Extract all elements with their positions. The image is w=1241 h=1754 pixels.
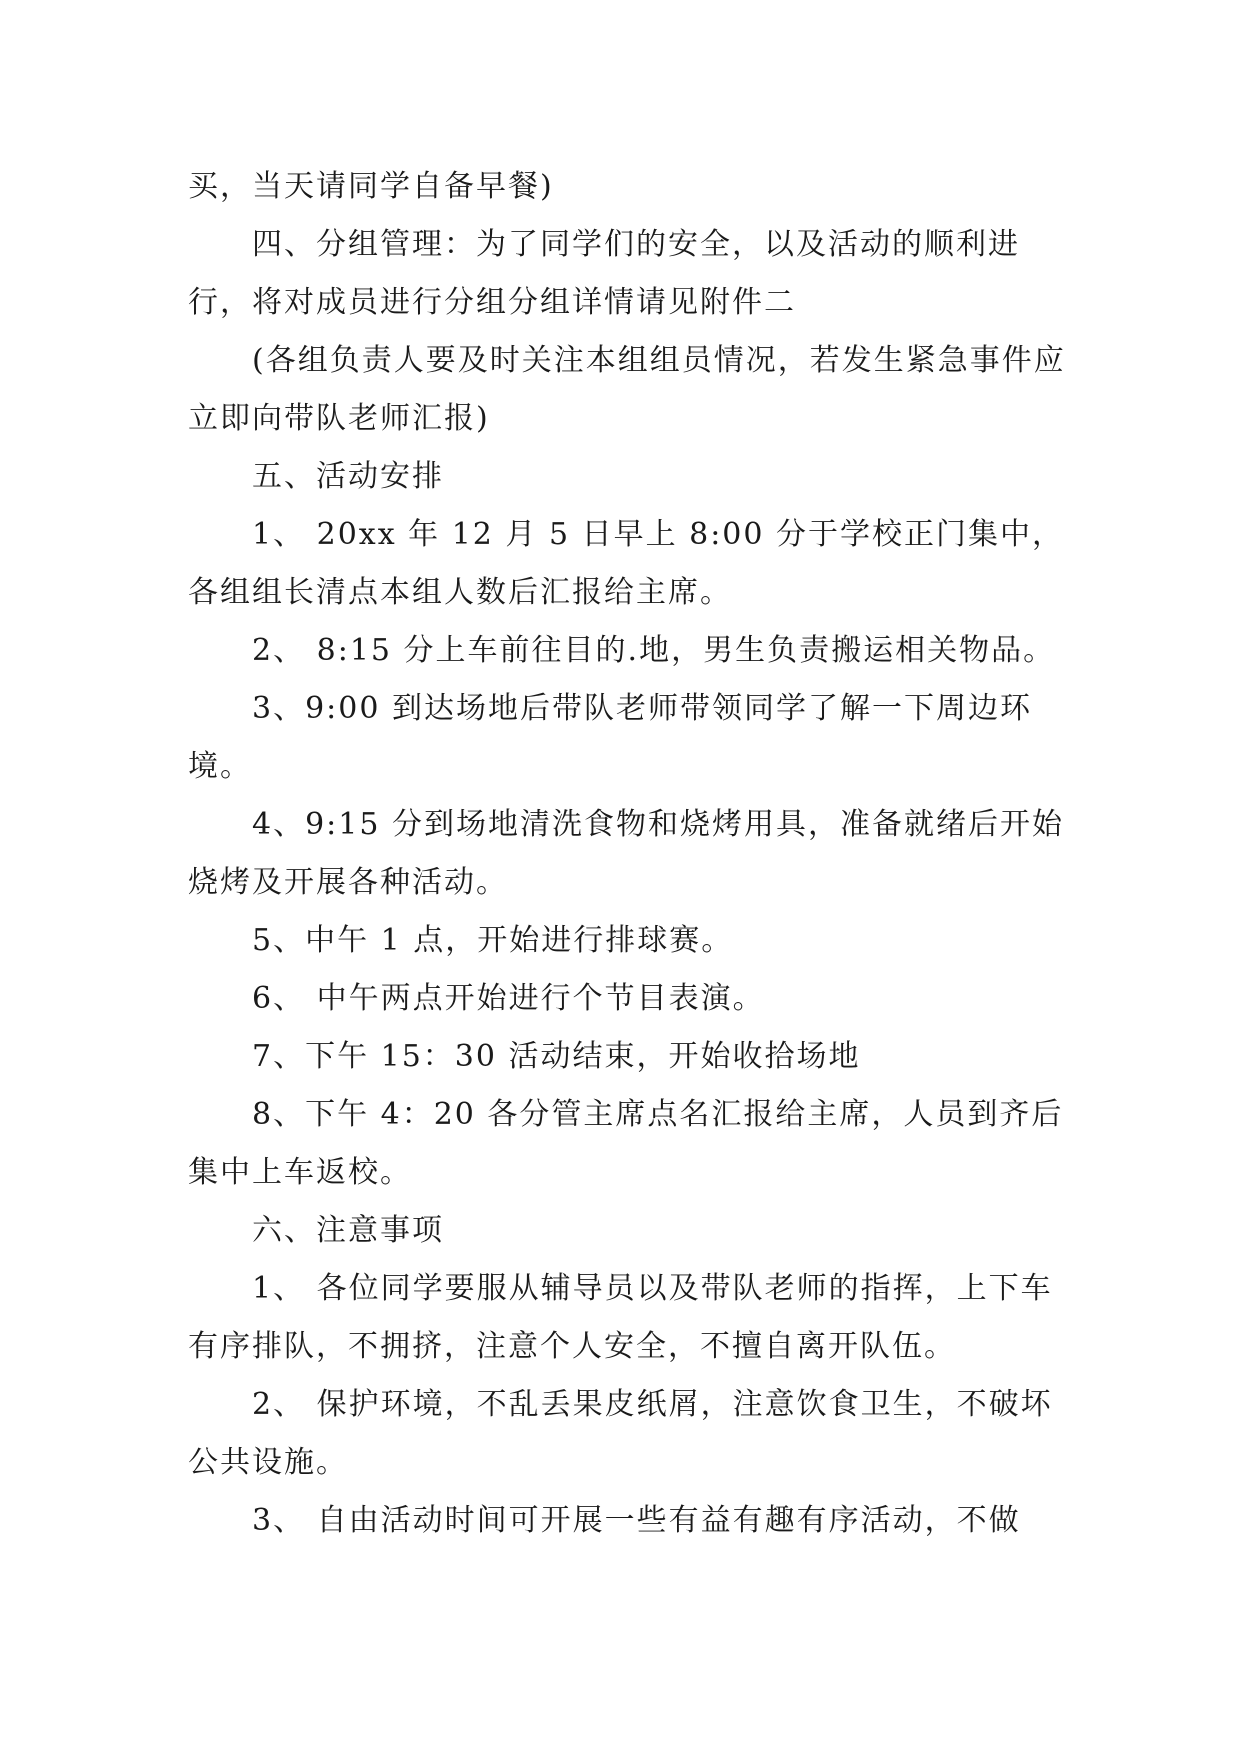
paragraph: 买，当天请同学自备早餐) bbox=[188, 169, 554, 204]
list-item: 1、 各位同学要服从辅导员以及带队老师的指挥，上下车有序排队，不拥挤，注意个人安全，不擅自离开队伍。 bbox=[188, 1271, 1053, 1364]
list-item: 5、中午 1 点，开始进行排球赛。 bbox=[252, 923, 734, 958]
list-item: 6、 中午两点开始进行个节目表演。 bbox=[252, 981, 765, 1016]
list-item: 3、9:00 到达场地后带队老师带领同学了解一下周边环境。 bbox=[188, 691, 1032, 784]
document-body bbox=[188, 158, 1068, 1550]
list-item: 2、 保护环境，不乱丢果皮纸屑，注意饮食卫生，不破坏公共设施。 bbox=[188, 1387, 1053, 1480]
paragraph: (各组负责人要及时关注本组组员情况，若发生紧急事件应立即向带队老师汇报) bbox=[188, 343, 1066, 436]
list-item: 7、下午 15：30 活动结束，开始收拾场地 bbox=[252, 1039, 861, 1074]
list-item: 2、 8:15 分上车前往目的.地，男生负责搬运相关物品。 bbox=[252, 633, 1056, 668]
list-item: 1、 20xx 年 12 月 5 日早上 8:00 分于学校正门集中，各组组长清点本组人数后汇报给主席。 bbox=[188, 517, 1065, 610]
section-heading: 五、活动安排 bbox=[252, 459, 444, 494]
list-item: 4、9:15 分到场地清洗食物和烧烤用具，准备就绪后开始烧烤及开展各种活动。 bbox=[188, 807, 1064, 900]
list-item: 8、下午 4：20 各分管主席点名汇报给主席，人员到齐后集中上车返校。 bbox=[188, 1097, 1064, 1190]
section-heading: 六、注意事项 bbox=[252, 1213, 444, 1248]
paragraph: 四、分组管理：为了同学们的安全，以及活动的顺利进行，将对成员进行分组分组详情请见附件二 bbox=[188, 227, 1020, 320]
list-item: 3、 自由活动时间可开展一些有益有趣有序活动，不做 bbox=[252, 1503, 1021, 1538]
